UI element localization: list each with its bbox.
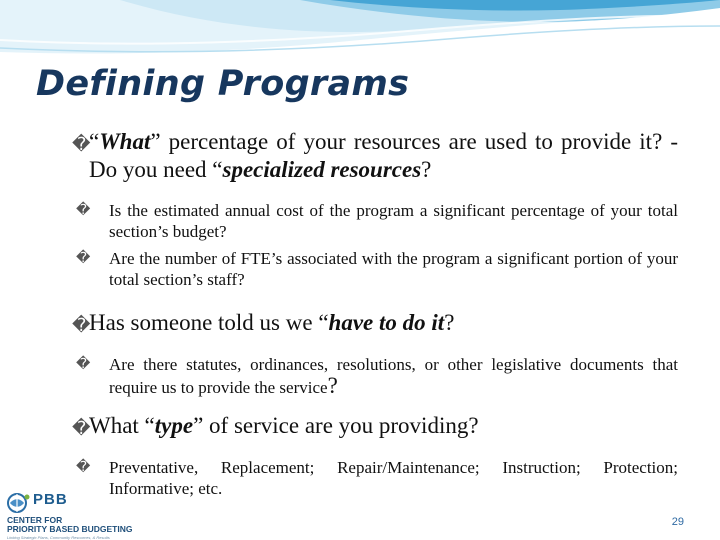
bullet-type-of-service bbox=[72, 412, 678, 440]
slide-number: 29 bbox=[671, 516, 684, 528]
sub-bullet-glyph: � bbox=[76, 202, 91, 218]
bullet-text-what-rest: ” percentage of your resources are used to provide it? - Do you need “ bbox=[89, 129, 678, 182]
bullet-text-have-to-do-it: have to do it bbox=[328, 310, 445, 335]
slide-title: Defining Programs bbox=[36, 64, 410, 104]
bullet-text-specialized-resources: specialized resources bbox=[222, 157, 422, 182]
sub-bullet-annual-cost bbox=[72, 200, 678, 242]
sub-bullet-statutes bbox=[72, 354, 678, 398]
bullet-what-percentage bbox=[72, 128, 678, 184]
cpbb-logo bbox=[4, 490, 154, 538]
bullet-text-end: ? bbox=[421, 157, 432, 182]
sub-bullet-service-types bbox=[72, 457, 678, 499]
bullet-glyph: � bbox=[72, 134, 91, 155]
header-wave-decoration bbox=[0, 0, 720, 70]
sub-bullet-text: Is the estimated annual cost of the program a significant percentage of your total section’s budget? bbox=[109, 201, 678, 241]
sub-bullet-text: Are the number of FTE’s associated with the program a significant portion of your total section’s staff? bbox=[109, 249, 678, 289]
sub-bullet-text: Preventative, Replacement; Repair/Maintenance; Instruction; Protection; Informative; etc. bbox=[109, 458, 678, 498]
bullet-text-what: What bbox=[99, 129, 151, 154]
sub-bullet-fte bbox=[72, 248, 678, 290]
logo-wordmark: PBB bbox=[33, 491, 68, 508]
sub-bullet-glyph: � bbox=[76, 250, 91, 266]
globe-logo-icon bbox=[6, 492, 32, 514]
bullet-have-to-do-it bbox=[72, 309, 678, 337]
bullet-glyph: � bbox=[72, 418, 91, 439]
slide-body bbox=[72, 128, 678, 499]
bullet-text-end: ” of service are you providing? bbox=[193, 413, 479, 438]
sub-bullet-text-end: ? bbox=[327, 373, 338, 398]
bullet-text-type: type bbox=[154, 413, 194, 438]
sub-bullet-text: Are there statutes, ordinances, resolutions, or other legislative documents that require us to provide the service bbox=[109, 355, 678, 397]
sub-bullet-glyph: � bbox=[76, 459, 91, 475]
bullet-text-pre: What “ bbox=[89, 413, 155, 438]
bullet-text-pre: Has someone told us we “ bbox=[89, 310, 329, 335]
sub-bullet-glyph: � bbox=[76, 356, 91, 372]
logo-tagline: Linking Strategic Plans, Community Resources, & Results bbox=[7, 535, 110, 540]
logo-org-name: CENTER FOR PRIORITY BASED BUDGETING bbox=[7, 515, 133, 534]
bullet-text-end: ? bbox=[444, 310, 455, 335]
bullet-text-open-quote: “ bbox=[89, 129, 100, 154]
bullet-glyph: � bbox=[72, 315, 91, 336]
